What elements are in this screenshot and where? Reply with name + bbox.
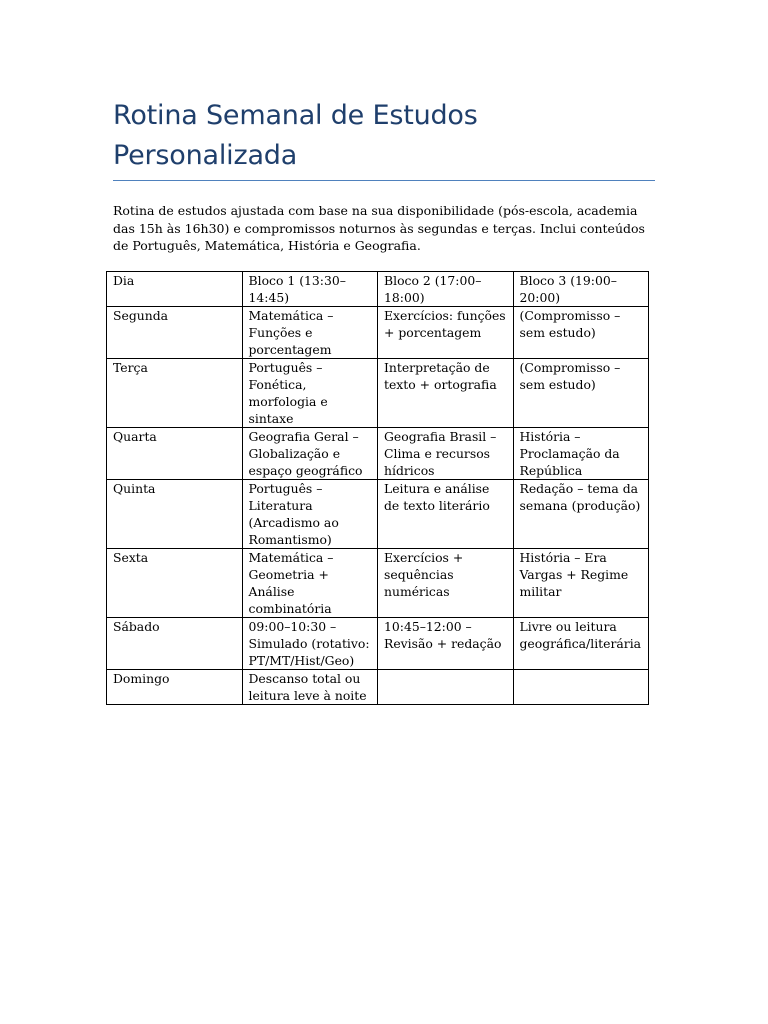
table-cell [513,670,649,705]
day-cell: Segunda [107,307,243,359]
table-row [107,428,649,480]
table-cell: Leitura e análise de texto literário [378,480,514,549]
table-row [107,618,649,670]
day-cell: Quinta [107,480,243,549]
title-underline-divider [113,180,655,181]
table-cell: Português – Literatura (Arcadismo ao Romantismo) [242,480,378,549]
day-cell: Sexta [107,549,243,618]
table-cell: (Compromisso – sem estudo) [513,307,649,359]
table-cell: Português – Fonética, morfologia e sintaxe [242,359,378,428]
header-cell-block-1: Bloco 1 (13:30–14:45) [242,272,378,307]
table-cell: Interpretação de texto + ortografia [378,359,514,428]
day-cell: Quarta [107,428,243,480]
table-cell: Geografia Geral – Globalização e espaço geográfico [242,428,378,480]
table-row [107,359,649,428]
table-cell: Exercícios + sequências numéricas [378,549,514,618]
table-header-row [107,272,649,307]
table-row [107,549,649,618]
table-cell: 09:00–10:30 – Simulado (rotativo: PT/MT/Hist/Geo) [242,618,378,670]
header-cell-block-2: Bloco 2 (17:00–18:00) [378,272,514,307]
day-cell: Sábado [107,618,243,670]
table-cell: Exercícios: funções + porcentagem [378,307,514,359]
schedule-table [106,271,649,705]
table-row [107,480,649,549]
intro-paragraph: Rotina de estudos ajustada com base na sua disponibilidade (pós-escola, academia das 15h às 16h30) e compromissos noturnos às segundas e terças. Inclui conteúdos de Português, Matemática, História e Geografia. [113,203,645,253]
table-cell: Livre ou leitura geográfica/literária [513,618,649,670]
page-title: Rotina Semanal de Estudos Personalizada [113,100,478,171]
table-cell: (Compromisso – sem estudo) [513,359,649,428]
table-cell: Redação – tema da semana (produção) [513,480,649,549]
table-cell: Matemática – Geometria + Análise combinatória [242,549,378,618]
table-cell: 10:45–12:00 – Revisão + redação [378,618,514,670]
table-cell: Descanso total ou leitura leve à noite [242,670,378,705]
table-cell: História – Proclamação da República [513,428,649,480]
header-cell-block-3: Bloco 3 (19:00–20:00) [513,272,649,307]
day-cell: Domingo [107,670,243,705]
day-cell: Terça [107,359,243,428]
table-cell: História – Era Vargas + Regime militar [513,549,649,618]
table-row [107,670,649,705]
table-cell: Geografia Brasil – Clima e recursos hídricos [378,428,514,480]
header-cell-day: Dia [107,272,243,307]
table-cell [378,670,514,705]
table-row [107,307,649,359]
table-cell: Matemática – Funções e porcentagem [242,307,378,359]
